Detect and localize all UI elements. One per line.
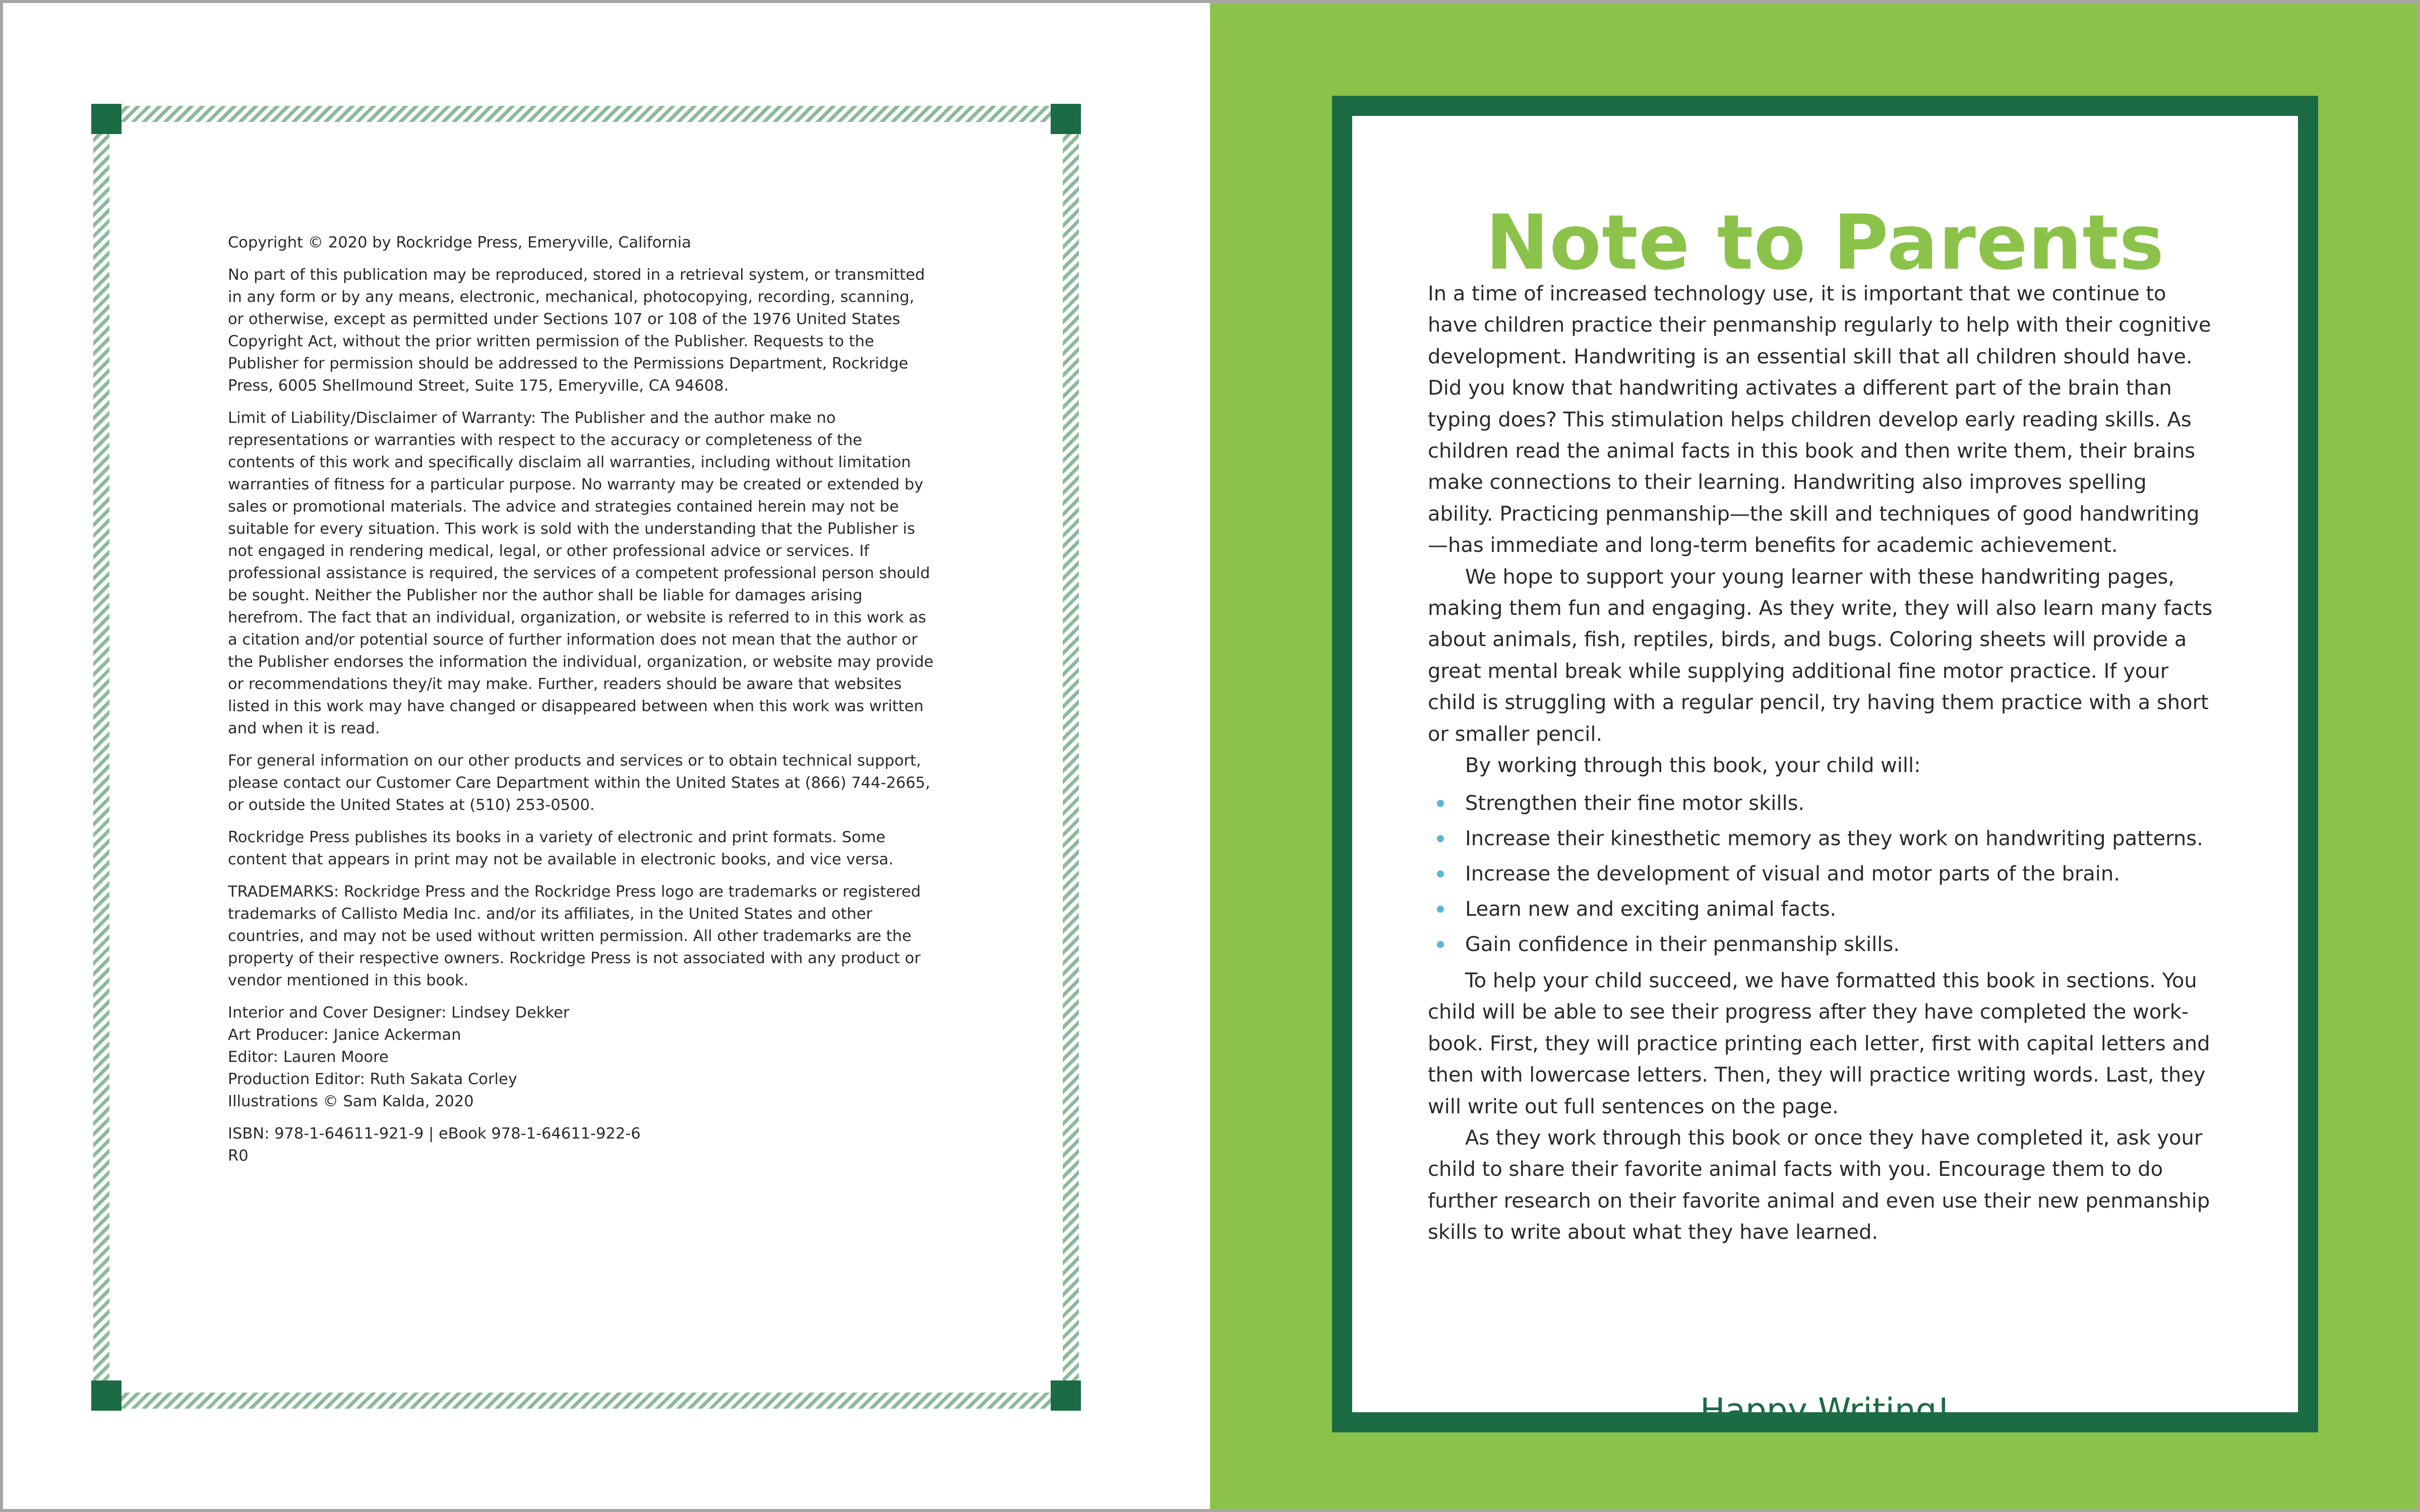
note-content-box <box>1352 116 2298 1430</box>
credit-production-editor: Production Editor: Ruth Sakata Corley <box>228 1070 517 1088</box>
benefits-list <box>1428 788 2214 960</box>
bullet-icon <box>1437 941 1444 948</box>
copyright-text-block <box>228 232 934 1167</box>
list-item: Strengthen their fine motor skills. <box>1428 788 2214 819</box>
note-paragraph-3: To help your child succeed, we have formatted this book in sections. You child will be able to see their progress after they have completed the work-book. First, they will practice printing each letter, first with capital letters and then with lowercase letters. Then, they will practice writing words. Last, they will write out full sentences on the page. <box>1428 969 2210 1118</box>
frame-corner-bottom-left <box>91 1380 122 1411</box>
frame-stripe-right <box>1063 106 1079 1409</box>
list-item: Increase the development of visual and motor parts of the brain. <box>1428 858 2214 890</box>
note-paragraph-4: As they work through this book or once they have completed it, ask your child to share their favorite animal facts with you. Encourage them to do further research on their favorite animal and even use their new penmanship skills to write about what they have learned. <box>1428 1126 2210 1244</box>
credit-editor: Editor: Lauren Moore <box>228 1048 389 1066</box>
note-frame <box>1332 96 2318 1432</box>
reproduction-notice: No part of this publication may be reproduced, stored in a retrieval system, or transmitted in any form or by any means, electronic, mechanical, photocopying, recording, scanning, or otherwise, except as permitted under Sections 107 or 108 of the 1976 United States Copyright Act, without the prior written permission of the Publisher. Requests to the Publisher for permission should be addressed to the Permissions Department, Rockridge Press, 6005 Shellmound Street, Suite 175, Emeryville, CA 94608. <box>228 266 925 395</box>
bullet-icon <box>1437 835 1444 842</box>
frame-corner-top-right <box>1051 104 1081 134</box>
printing-line: R0 <box>228 1147 249 1165</box>
liability-disclaimer: Limit of Liability/Disclaimer of Warranty: The Publisher and the author make no representations or warranties with respect to the accuracy or completeness of the contents of this work and specifically disclaim all warranties, including without limitation warranties of fitness for a particular purpose. No warranty may be created or extended by sales or promotional materials. The advice and strategies contained herein may not be suitable for every situation. This work is sold with the understanding that the Publisher is not engaged in rendering medical, legal, or other professional advice or services. If professional assistance is required, the services of a competent professional person should be sought. Neither the Publisher nor the author shall be liable for damages arising herefrom. The fact that an individual, organization, or website is referred to in this work as a citation and/or potential source of further information does not mean that the author or the Publisher endorses the information the individual, organization, or website may provide or recommendations they/it may make. Further, readers should be aware that websites listed in this work may have changed or disappeared between when this work was written and when it is read. <box>228 409 934 737</box>
note-paragraph-2: We hope to support your young learner with these handwriting pages, making them fun and engaging. As they write, they will also learn many facts about animals, fish, reptiles, birds, and bugs. Coloring sheets will provide a great mental break while supplying additional fine motor practice. If your child is struggling with a regular pencil, try having them practice with a short or smaller pencil. <box>1428 565 2213 746</box>
page-title: Note to Parents <box>1485 199 2165 287</box>
bullet-icon <box>1437 906 1444 913</box>
copyright-line: Copyright © 2020 by Rockridge Press, Emeryville, California <box>228 234 691 251</box>
credit-art-producer: Art Producer: Janice Ackerman <box>228 1026 461 1044</box>
formats-notice: Rockridge Press publishes its books in a variety of electronic and print formats. Some content that appears in print may not be available in electronic books, and vice versa. <box>228 829 894 868</box>
credit-illustrations: Illustrations © Sam Kalda, 2020 <box>228 1093 474 1110</box>
bullet-icon <box>1437 800 1444 807</box>
frame-corner-top-left <box>91 104 122 134</box>
list-intro: By working through this book, your child will: <box>1465 754 1921 778</box>
customer-care-info: For general information on our other products and services or to obtain technical support, please contact our Customer Care Department within the United States at (866) 744-2665, or outside the United States at (510) 253-0500. <box>228 752 930 814</box>
credit-designer: Interior and Cover Designer: Lindsey Dekker <box>228 1004 570 1022</box>
list-item: Increase their kinesthetic memory as they work on handwriting patterns. <box>1428 823 2214 854</box>
bullet-icon <box>1437 870 1444 877</box>
note-paragraph-1: In a time of increased technology use, it is important that we continue to have children practice their penmanship regularly to help with their cognitive development. Handwriting is an essential skill that all children should have. Did you know that handwriting activates a different part of the brain than typing does? This stimulation helps children develop early reading skills. As children read the animal facts in this book and then write them, their brains make connections to their learning. Handwriting also improves spelling ability. Practicing penmanship—the skill and techniques of good handwriting—has immediate and long-term benefits for academic achievement. <box>1428 282 2211 557</box>
frame-stripe-bottom <box>93 1393 1079 1409</box>
list-item: Gain confidence in their penmanship skills. <box>1428 929 2214 960</box>
note-page <box>1210 0 2420 1512</box>
credits-list <box>228 1002 934 1113</box>
frame-stripe-left <box>93 106 109 1409</box>
frame-stripe-top <box>93 106 1079 122</box>
note-body <box>1428 278 2214 1248</box>
list-item: Learn new and exciting animal facts. <box>1428 894 2214 925</box>
isbn-line: ISBN: 978-1-64611-921-9 | eBook 978-1-64611-922-6 <box>228 1125 641 1143</box>
trademarks-notice: TRADEMARKS: Rockridge Press and the Rockridge Press logo are trademarks or registered trademarks of Callisto Media Inc. and/or its affiliates, in the United States and other countries, and may not be used without written permission. All other trademarks are the property of their respective owners. Rockridge Press is not associated with any product or vendor mentioned in this book. <box>228 883 921 989</box>
frame-corner-bottom-right <box>1051 1380 1081 1411</box>
closing-message: Happy Writing! <box>1700 1391 1951 1430</box>
